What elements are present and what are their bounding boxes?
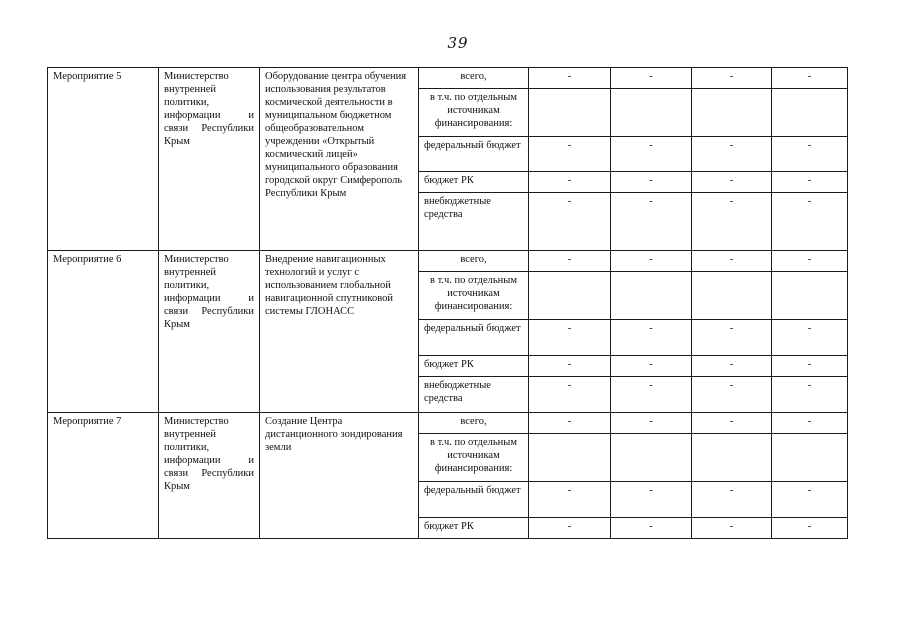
source-label: всего,: [419, 251, 529, 272]
source-label: федеральный бюджет: [419, 137, 529, 172]
ministry-line: Министерство: [164, 416, 229, 427]
amount-cell: -: [611, 320, 692, 356]
source-label: всего,: [419, 68, 529, 89]
ministry-line: политики,: [164, 97, 210, 108]
amount-cell: -: [611, 482, 692, 518]
source-label: в т.ч. по отдельным источникам финансирования:: [419, 89, 529, 137]
amount-cell: -: [529, 251, 611, 272]
amount-cell: -: [529, 172, 611, 193]
ministry-line: связи Республики: [164, 468, 254, 479]
amount-cell: -: [611, 137, 692, 172]
source-label: внебюджетные средства: [419, 193, 529, 251]
description-cell: Оборудование центра обучения использования результатов космической деятельности в муниципальном бюджетном общеобразовательном учреждении «Открытый космический лицей» муниципального образования городской округ Симферополь Республики Крым: [260, 68, 419, 251]
amount-cell: [692, 434, 772, 482]
amount-cell: -: [772, 172, 848, 193]
ministry-cell: [159, 68, 260, 251]
ministry-line: Крым: [164, 481, 190, 492]
ministry-line: Крым: [164, 136, 190, 147]
amount-cell: -: [772, 482, 848, 518]
amount-cell: -: [529, 413, 611, 434]
amount-cell: -: [529, 68, 611, 89]
amount-cell: [772, 272, 848, 320]
page-number: 39: [447, 34, 469, 52]
table-row: [48, 413, 848, 434]
ministry-cell: [159, 251, 260, 413]
amount-cell: [772, 434, 848, 482]
ministry-line: связи Республики: [164, 306, 254, 317]
amount-cell: [611, 89, 692, 137]
amount-cell: [692, 89, 772, 137]
amount-cell: -: [772, 320, 848, 356]
description-cell: Создание Центра дистанционного зондирования земли: [260, 413, 419, 539]
amount-cell: [772, 89, 848, 137]
source-label: в т.ч. по отдельным источникам финансирования:: [419, 272, 529, 320]
source-label: федеральный бюджет: [419, 320, 529, 356]
source-label: в т.ч. по отдельным источникам финансирования:: [419, 434, 529, 482]
amount-cell: -: [529, 137, 611, 172]
amount-cell: [529, 89, 611, 137]
source-label: бюджет РК: [419, 356, 529, 377]
amount-cell: -: [692, 482, 772, 518]
event-cell: Мероприятие 6: [48, 251, 159, 413]
amount-cell: -: [611, 172, 692, 193]
description-cell: Внедрение навигационных технологий и услуг с использованием глобальной навигационной спутниковой системы ГЛОНАСС: [260, 251, 419, 413]
amount-cell: -: [611, 193, 692, 251]
amount-cell: -: [692, 413, 772, 434]
amount-cell: -: [611, 356, 692, 377]
source-label: всего,: [419, 413, 529, 434]
amount-cell: -: [529, 482, 611, 518]
amount-cell: [611, 434, 692, 482]
amount-cell: -: [611, 413, 692, 434]
source-label: внебюджетные средства: [419, 377, 529, 413]
ministry-line: политики,: [164, 280, 210, 291]
amount-cell: [529, 272, 611, 320]
amount-cell: -: [772, 518, 848, 539]
ministry-line: информации и: [164, 110, 254, 121]
amount-cell: -: [692, 68, 772, 89]
amount-cell: -: [692, 356, 772, 377]
ministry-cell: [159, 413, 260, 539]
amount-cell: -: [692, 137, 772, 172]
amount-cell: -: [529, 193, 611, 251]
ministry-line: Министерство: [164, 254, 229, 265]
amount-cell: -: [611, 518, 692, 539]
ministry-line: Крым: [164, 319, 190, 330]
ministry-line: связи Республики: [164, 123, 254, 134]
ministry-line: внутренней: [164, 267, 216, 278]
amount-cell: -: [529, 518, 611, 539]
ministry-line: Министерство: [164, 71, 229, 82]
amount-cell: -: [772, 356, 848, 377]
table-row: [48, 68, 848, 89]
amount-cell: -: [692, 193, 772, 251]
ministry-line: информации и: [164, 293, 254, 304]
ministry-line: информации и: [164, 455, 254, 466]
ministry-line: внутренней: [164, 429, 216, 440]
event-cell: Мероприятие 5: [48, 68, 159, 251]
amount-cell: -: [772, 377, 848, 413]
amount-cell: -: [692, 377, 772, 413]
event-cell: Мероприятие 7: [48, 413, 159, 539]
amount-cell: -: [611, 68, 692, 89]
amount-cell: [529, 434, 611, 482]
source-label: бюджет РК: [419, 518, 529, 539]
amount-cell: -: [692, 251, 772, 272]
amount-cell: -: [772, 413, 848, 434]
amount-cell: -: [772, 193, 848, 251]
amount-cell: -: [611, 251, 692, 272]
funding-table: [47, 67, 848, 539]
ministry-line: политики,: [164, 442, 210, 453]
amount-cell: -: [611, 377, 692, 413]
amount-cell: -: [692, 172, 772, 193]
source-label: бюджет РК: [419, 172, 529, 193]
amount-cell: -: [692, 518, 772, 539]
source-label: федеральный бюджет: [419, 482, 529, 518]
amount-cell: -: [529, 377, 611, 413]
amount-cell: -: [529, 356, 611, 377]
amount-cell: -: [772, 137, 848, 172]
amount-cell: [611, 272, 692, 320]
amount-cell: -: [772, 68, 848, 89]
amount-cell: -: [692, 320, 772, 356]
ministry-line: внутренней: [164, 84, 216, 95]
table-row: [48, 251, 848, 272]
amount-cell: [692, 272, 772, 320]
amount-cell: -: [772, 251, 848, 272]
amount-cell: -: [529, 320, 611, 356]
